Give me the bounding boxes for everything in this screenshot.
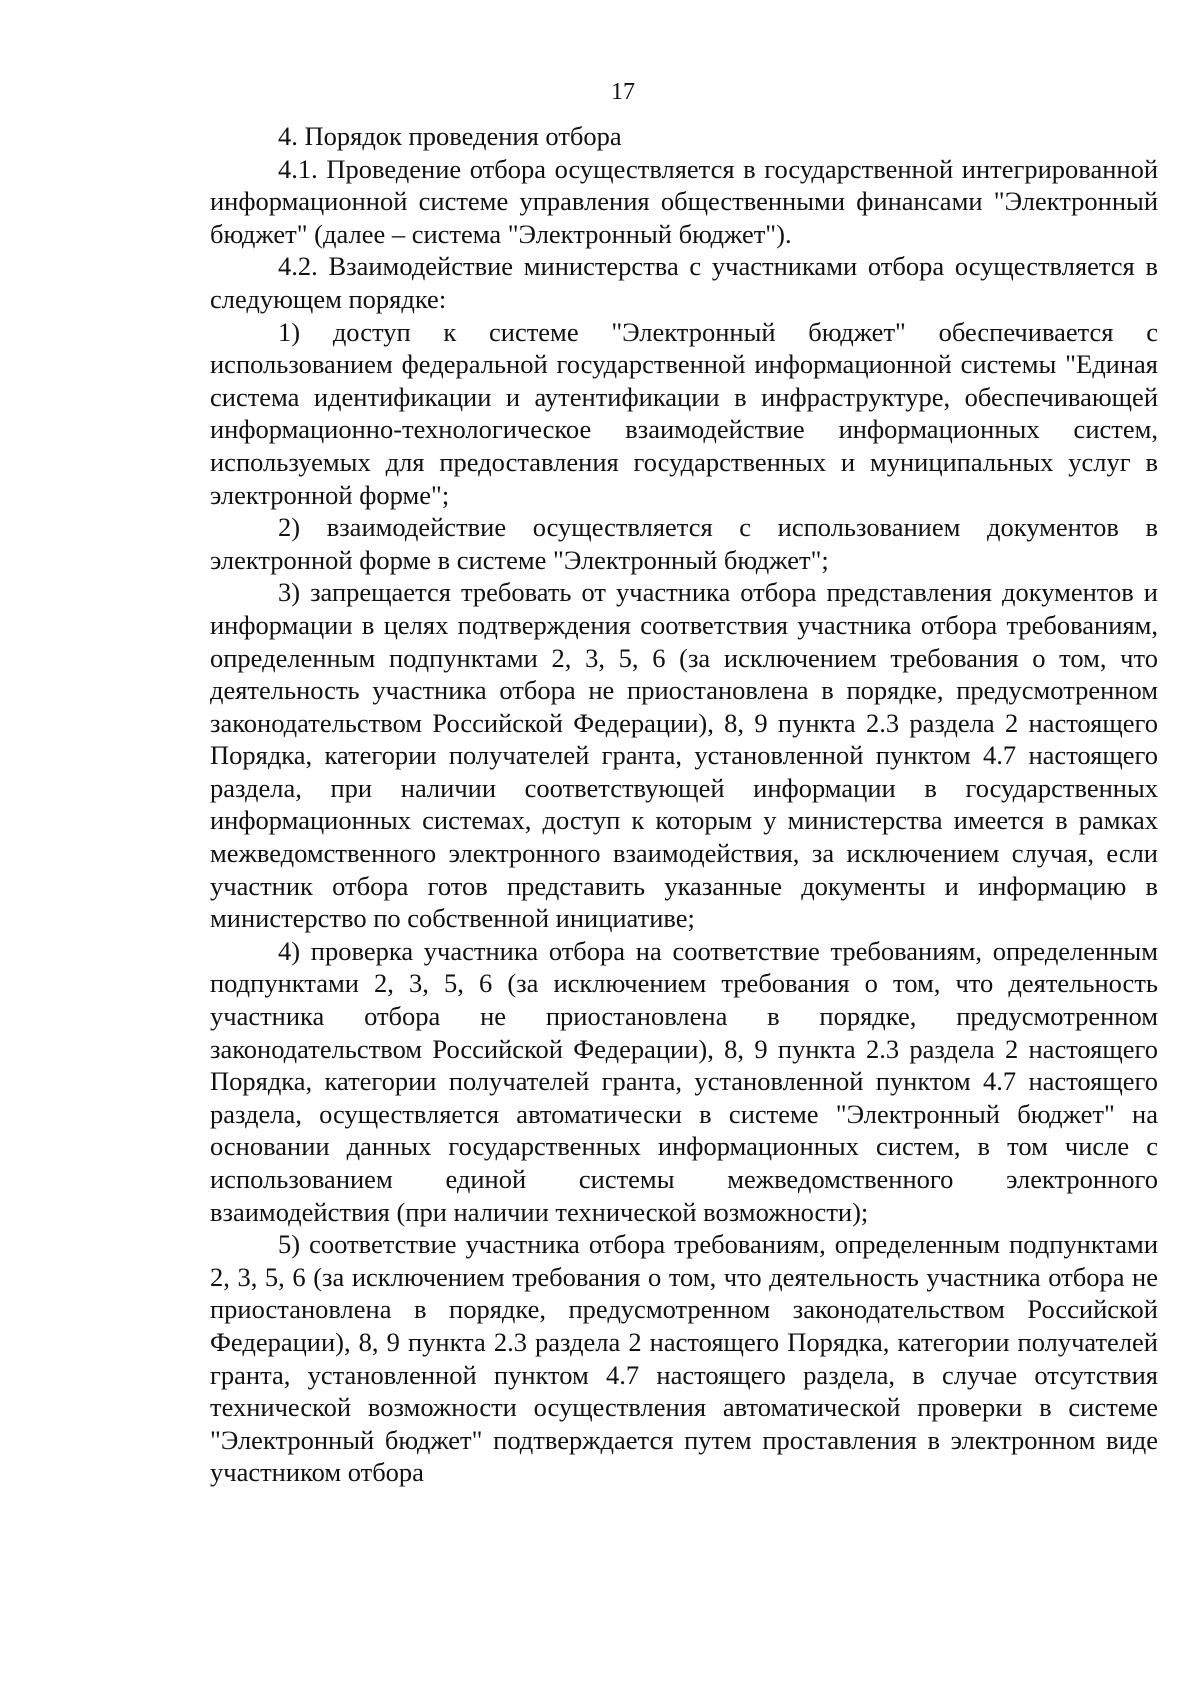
list-item-2: 2) взаимодействие осуществляется с использованием документов в электронной форме в системе "Электронный бюджет"; bbox=[210, 512, 1158, 575]
paragraph-4-1: 4.1. Проведение отбора осуществляется в государственной интегрированной информационной системе управления общественными финансами "Электронный бюджет" (далее – система "Электронный бюджет"). bbox=[210, 153, 1158, 249]
document-body bbox=[210, 120, 1158, 1489]
list-item-1: 1) доступ к системе "Электронный бюджет" обеспечивается с использованием федеральной государственной информационной системы "Единая система идентификации и аутентификации в инфраструктуре, обеспечивающей информационно-технологическое взаимодействие информационных систем, используемых для предоставления государственных и муниципальных услуг в электронной форме"; bbox=[210, 316, 1158, 510]
list-item-4: 4) проверка участника отбора на соответствие требованиям, определенным подпунктами 2, 3, 5, 6 (за исключением требования о том, что деятельность участника отбора не приостановлена в порядке, предусмотренном законодательством Российской Федерации), 8, 9 пункта 2.3 раздела 2 настоящего Порядка, категории получателей гранта, установленной пунктом 4.7 настоящего раздела, осуществляется автоматически в системе "Электронный бюджет" на основании данных государственных информационных систем, в том числе с использованием единой системы межведомственного электронного взаимодействия (при наличии технической возможности); bbox=[210, 935, 1158, 1227]
section-heading: 4. Порядок проведения отбора bbox=[278, 121, 622, 151]
page-number: 17 bbox=[611, 79, 635, 105]
list-item-3: 3) запрещается требовать от участника отбора представления документов и информации в целях подтверждения соответствия участника отбора требованиям, определенным подпунктами 2, 3, 5, 6 (за исключением требования о том, что деятельность участника отбора не приостановлена в порядке, предусмотренном законодательством Российской Федерации), 8, 9 пункта 2.3 раздела 2 настоящего Порядка, категории получателей гранта, установленной пунктом 4.7 настоящего раздела, при наличии соответствующей информации в государственных информационных системах, доступ к которым у министерства имеется в рамках межведомственного электронного взаимодействия, за исключением случая, если участник отбора готов представить указанные документы и информацию в министерство по собственной инициативе; bbox=[210, 577, 1158, 934]
list-item-5: 5) соответствие участника отбора требованиям, определенным подпунктами 2, 3, 5, 6 (за исключением требования о том, что деятельность участника отбора не приостановлена в порядке, предусмотренном законодательством Российской Федерации), 8, 9 пункта 2.3 раздела 2 настоящего Порядка, категории получателей гранта, установленной пунктом 4.7 настоящего раздела, в случае отсутствия технической возможности осуществления автоматической проверки в системе "Электронный бюджет" подтверждается путем проставления в электронном виде участником отбора bbox=[210, 1229, 1158, 1488]
paragraph-4-2: 4.2. Взаимодействие министерства с участниками отбора осуществляется в следующем порядке: bbox=[210, 251, 1158, 314]
